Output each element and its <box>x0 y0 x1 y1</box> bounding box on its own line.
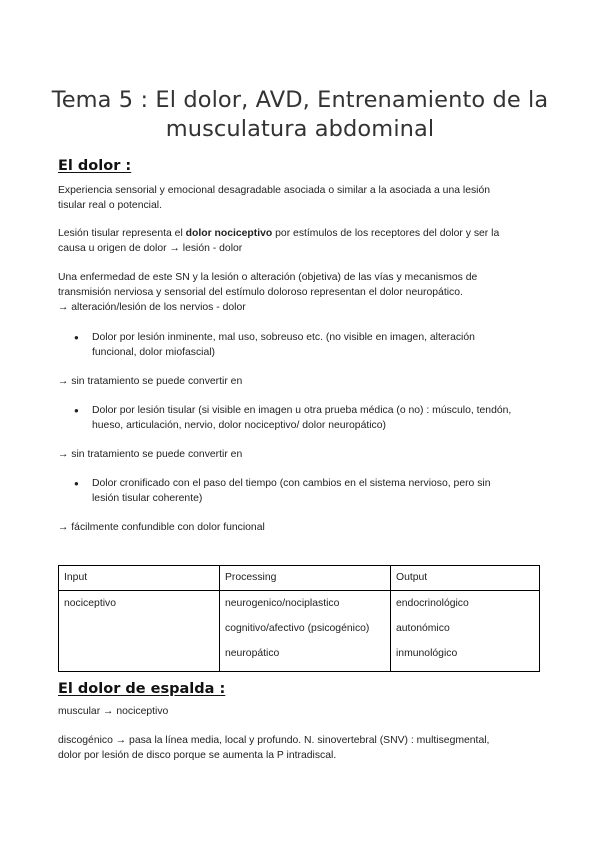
table-cell-processing: neurogenico/nociplastico cognitivo/afectivo (psicogénico) neuropático <box>220 591 391 672</box>
table-header-cell: Input <box>59 566 220 591</box>
section-heading-dolor-espalda: El dolor de espalda : <box>58 681 226 697</box>
document-page: Tema 5 : El dolor, AVD, Entrenamiento de la musculatura abdominal El dolor : Experiencia sensorial y emocional desagradable asociada o similar a la asociada a una lesión tisular real o potencial. Lesión tisular representa el dolor nociceptivo por estímulos de los receptores del dolor y ser la causa u origen de dolor → lesión - dolor Una enfermedad de este SN y la lesión o alteración (objetiva) de las vías y mecanismos de transmisión nerviosa y sensorial del estímulo doloroso representan el dolor neuropático. → alteración/lesión de los nervios - dolor ● Dolor por lesión inminente, mal uso, sobreuso etc. (no visible en imagen, alteración funcional, dolor miofascial) → sin tratamiento se puede convertir en ● Dolor por lesión tisular (si visible en imagen u otra prueba médica (o no) : músculo, tendón, hueso, articulación, nervio, dolor nociceptivo/ dolor neuropático) → sin tratamiento se puede convertir en ● Dolor cronificado con el paso del tiempo (con cambios en el sistema nervioso, pero sin lesión tisular coherente) → fácilmente confundible con dolor funcional Input Processing Output nociceptivo neurogenico/nociplastico cognitivo/afectivo (psicogénico) neuropático endocrinológico autonómico inmunológico El dolor de espalda : muscular → nociceptivo discogénico → pasa la línea media, local y profundo. N. sinovertebral (SNV) : multisegmental, dolor por lesión de disco porque se aumenta la P intradiscal. <box>0 0 600 848</box>
title-line-2: musculatura abdominal <box>165 116 435 142</box>
bold-term: dolor nociceptivo <box>185 228 273 239</box>
arrow-note-3: → fácilmente confundible con dolor funcional <box>58 522 265 533</box>
paragraph-discogenico: discogénico → pasa la línea media, local y profundo. N. sinovertebral (SNV) : multisegmental, dolor por lesión de disco porque se aumenta la P intradiscal. <box>58 735 490 761</box>
page-title <box>40 86 560 144</box>
paragraph-definition: Experiencia sensorial y emocional desagradable asociada o similar a la asociada a una lesión tisular real o potencial. <box>58 185 491 211</box>
paragraph-lesion-tisular: Lesión tisular representa el dolor nociceptivo por estímulos de los receptores del dolor y ser la causa u origen de dolor → lesión - dolor <box>58 228 500 254</box>
bullet-icon: ● <box>74 406 79 415</box>
table-header-cell: Output <box>391 566 540 591</box>
section-heading-el-dolor: El dolor : <box>58 158 132 174</box>
paragraph-muscular: muscular → nociceptivo <box>58 706 169 717</box>
bullet-icon: ● <box>74 479 79 488</box>
pain-processing-table <box>58 565 540 672</box>
arrow-note-1: → sin tratamiento se puede convertir en <box>58 376 243 387</box>
table-header-cell: Processing <box>220 566 391 591</box>
title-line-1: Tema 5 : El dolor, AVD, Entrenamiento de la <box>51 87 549 113</box>
table-cell-input: nociceptivo <box>59 591 220 672</box>
paragraph-neuropatico: Una enfermedad de este SN y la lesión o alteración (objetiva) de las vías y mecanismos de transmisión nerviosa y sensorial del estímulo doloroso representan el dolor neuropático. → alteración/lesión de los nervios - dolor <box>58 272 478 313</box>
bullet-icon: ● <box>74 333 79 342</box>
table-header-row <box>59 566 540 591</box>
table-cell-output: endocrinológico autonómico inmunológico <box>391 591 540 672</box>
arrow-note-2: → sin tratamiento se puede convertir en <box>58 449 243 460</box>
table-row <box>59 591 540 672</box>
